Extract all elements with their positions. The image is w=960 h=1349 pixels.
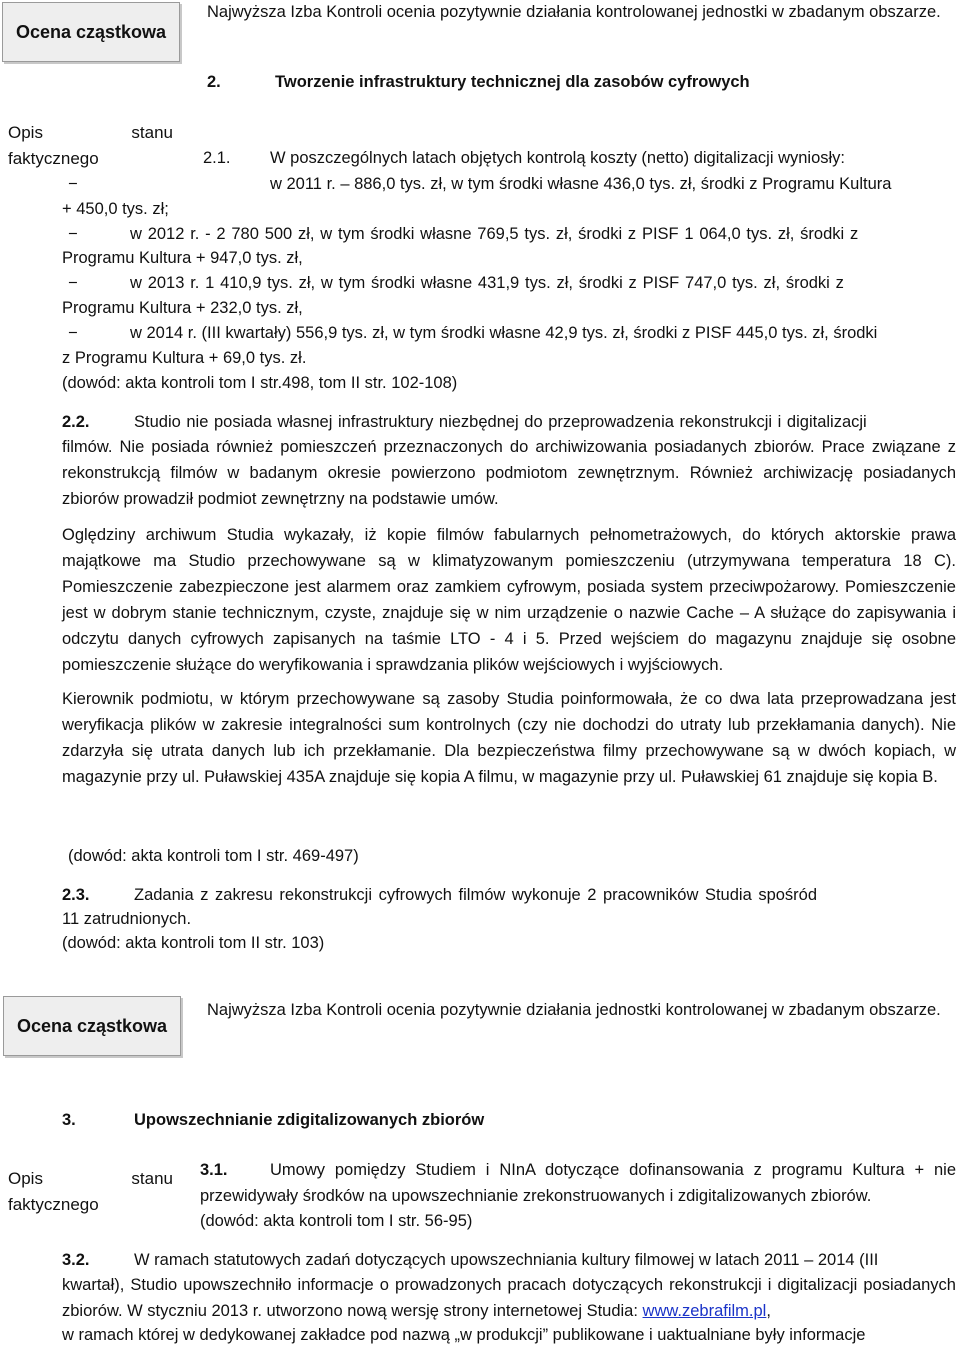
section-number: 3. bbox=[62, 1111, 76, 1129]
evidence-note: (dowód: akta kontroli tom I str.498, tom II str. 102-108) bbox=[62, 374, 458, 392]
para-text: filmów. Nie posiada również pomieszczeń przeznaczonych do archiwizowania posiadanych zbiorów. Prace związane z rekonstrukcją filmów w badanym okresie powierzono podmiotom zewnętrznym. Również archiwizację posiadanych zbiorów prowadził podmiot zewnętrzny na podstawie umów. bbox=[62, 438, 956, 508]
bullet-2014-cont: z Programu Kultura + 69,0 tys. zł. bbox=[62, 349, 307, 367]
bullet-2013-cont: Programu Kultura + 232,0 tys. zł, bbox=[62, 299, 303, 317]
bullet-dash: − bbox=[68, 324, 78, 342]
para-number: 2.2. bbox=[62, 413, 90, 431]
side-label-word: faktycznego bbox=[8, 149, 99, 168]
side-label-opis-stanu bbox=[8, 120, 173, 172]
para-number: 2.1. bbox=[203, 149, 231, 167]
grade-text: Najwyższa Izba Kontroli ocenia pozytywnie działania kontrolowanej jednostki w zbadanym obszarze. bbox=[207, 3, 941, 21]
grade-label: Ocena cząstkowa bbox=[15, 22, 167, 42]
side-label-opis-stanu bbox=[8, 1166, 173, 1218]
grade-box-section-3 bbox=[3, 996, 181, 1056]
website-link[interactable]: www.zebrafilm.pl bbox=[642, 1302, 767, 1320]
section-heading bbox=[62, 1107, 942, 1133]
section-number: 2. bbox=[207, 73, 221, 91]
section-title: Upowszechnianie zdigitalizowanych zbiorów bbox=[134, 1111, 485, 1129]
para-text: W poszczególnych latach objętych kontrolą koszty (netto) digitalizacji wyniosły: bbox=[270, 149, 846, 167]
bullet-2012: w 2012 r. - 2 780 500 zł, w tym środki własne 769,5 tys. zł, środki z PISF 1 064,0 tys. zł, środki z bbox=[130, 225, 859, 243]
side-label-word: Opis bbox=[8, 123, 43, 142]
bullet-2013: w 2013 r. 1 410,9 tys. zł, w tym środki własne 431,9 tys. zł, środki z PISF 747,0 tys. zł, środki z bbox=[130, 274, 844, 292]
evidence-note: (dowód: akta kontroli tom I str. 56-95) bbox=[200, 1212, 473, 1230]
bullet-dash: − bbox=[68, 274, 78, 292]
para-number: 3.2. bbox=[62, 1251, 90, 1269]
bullet-dash: − bbox=[68, 225, 78, 243]
side-label-word: faktycznego bbox=[8, 1195, 99, 1214]
para-number: 3.1. bbox=[200, 1161, 228, 1179]
bullet-2011: w 2011 r. – 886,0 tys. zł, w tym środki własne 436,0 tys. zł, środki z Programu Kultura bbox=[270, 175, 892, 193]
section-heading bbox=[207, 69, 957, 95]
side-label-word: stanu bbox=[131, 123, 173, 142]
para-text: W ramach statutowych zadań dotyczących upowszechniania kultury filmowej w latach 2011 – 2014 (III bbox=[134, 1251, 879, 1269]
para-text-part: kwartał), Studio upowszechniło informacje o prowadzonych pracach dotyczących rekonstrukcji i digitalizacji posiadanych zbiorów. W styczniu 2013 r. utworzono nową wersję strony internetowej Studia: bbox=[62, 1276, 956, 1320]
evidence-note: (dowód: akta kontroli tom I str. 469-497) bbox=[68, 847, 359, 865]
para-text: Studio nie posiada własnej infrastruktury niezbędnej do przeprowadzenia rekonstrukcji i digitalizacji bbox=[134, 413, 867, 431]
para-text-part: , bbox=[766, 1302, 771, 1320]
para-text bbox=[62, 1272, 956, 1324]
grade-text: Najwyższa Izba Kontroli ocenia pozytywnie działania jednostki kontrolowanej w zbadanym obszarze. bbox=[207, 1001, 941, 1019]
side-label-word: stanu bbox=[131, 1169, 173, 1188]
bullet-2014: w 2014 r. (III kwartały) 556,9 tys. zł, w tym środki własne 42,9 tys. zł, środki z PISF 445,0 tys. zł, środki bbox=[130, 324, 878, 342]
grade-label: Ocena cząstkowa bbox=[16, 1016, 168, 1036]
evidence-note: (dowód: akta kontroli tom II str. 103) bbox=[62, 934, 325, 952]
para-text: Umowy pomiędzy Studiem i NInA dotyczące dofinansowania z programu Kultura + nie przewidywały środków na upowszechnianie zrekonstruowanych i zdigitalizowanych zbiorów. bbox=[200, 1161, 956, 1205]
para-text: Kierownik podmiotu, w którym przechowywane są zasoby Studia poinformowała, że co dwa lata przeprowadzana jest weryfikacja plików w zakresie integralności sum kontrolnych (czy nie dochodzi do utraty lub przekłamania danych). Nie zdarzyła się utrata danych lub ich przekłamanie. Dla bezpieczeństwa filmy przechowywane są w dwóch kopiach, w magazynie przy ul. Puławskiej 435A znajduje się kopia A filmu, w magazynie przy ul. Puławskiej 61 znajduje się kopia B. bbox=[62, 690, 956, 786]
bullet-2011-cont: + 450,0 tys. zł; bbox=[62, 200, 169, 218]
para-number: 2.3. bbox=[62, 886, 90, 904]
para-text: Oględziny archiwum Studia wykazały, iż kopie filmów fabularnych pełnometrażowych, do których aktorskie prawa majątkowe ma Studio przechowywane są w klimatyzowanym pomieszczeniu (utrzymywana temperatura 18 C). Pomieszczenie zabezpieczone jest alarmem oraz zamkiem cyfrowym, posiada system przeciwpożarowy. Pomieszczenie jest w dobrym stanie technicznym, czyste, znajduje się w nim urządzenie o nazwie Cache – A służące do zapisywania i odczytu danych cyfrowych zapisanych na taśmie LTO - 4 i 5. Przed wejściem do magazynu znajduje się osobne pomieszczenie służące do weryfikowania i sprawdzania plików wejściowych i wyjściowych. bbox=[62, 526, 956, 674]
section-title: Tworzenie infrastruktury technicznej dla zasobów cyfrowych bbox=[275, 73, 750, 91]
grade-box-section-2 bbox=[2, 2, 180, 62]
bullet-2012-cont: Programu Kultura + 947,0 tys. zł, bbox=[62, 249, 303, 267]
side-label-word: Opis bbox=[8, 1169, 43, 1188]
para-text: 11 zatrudnionych. bbox=[62, 910, 192, 928]
para-text: Zadania z zakresu rekonstrukcji cyfrowych filmów wykonuje 2 pracowników Studia spośród bbox=[134, 886, 818, 904]
bullet-dash: − bbox=[68, 175, 78, 193]
para-text: w ramach której w dedykowanej zakładce pod nazwą „w produkcji” publikowane i uaktualniane były informacje bbox=[62, 1326, 866, 1344]
